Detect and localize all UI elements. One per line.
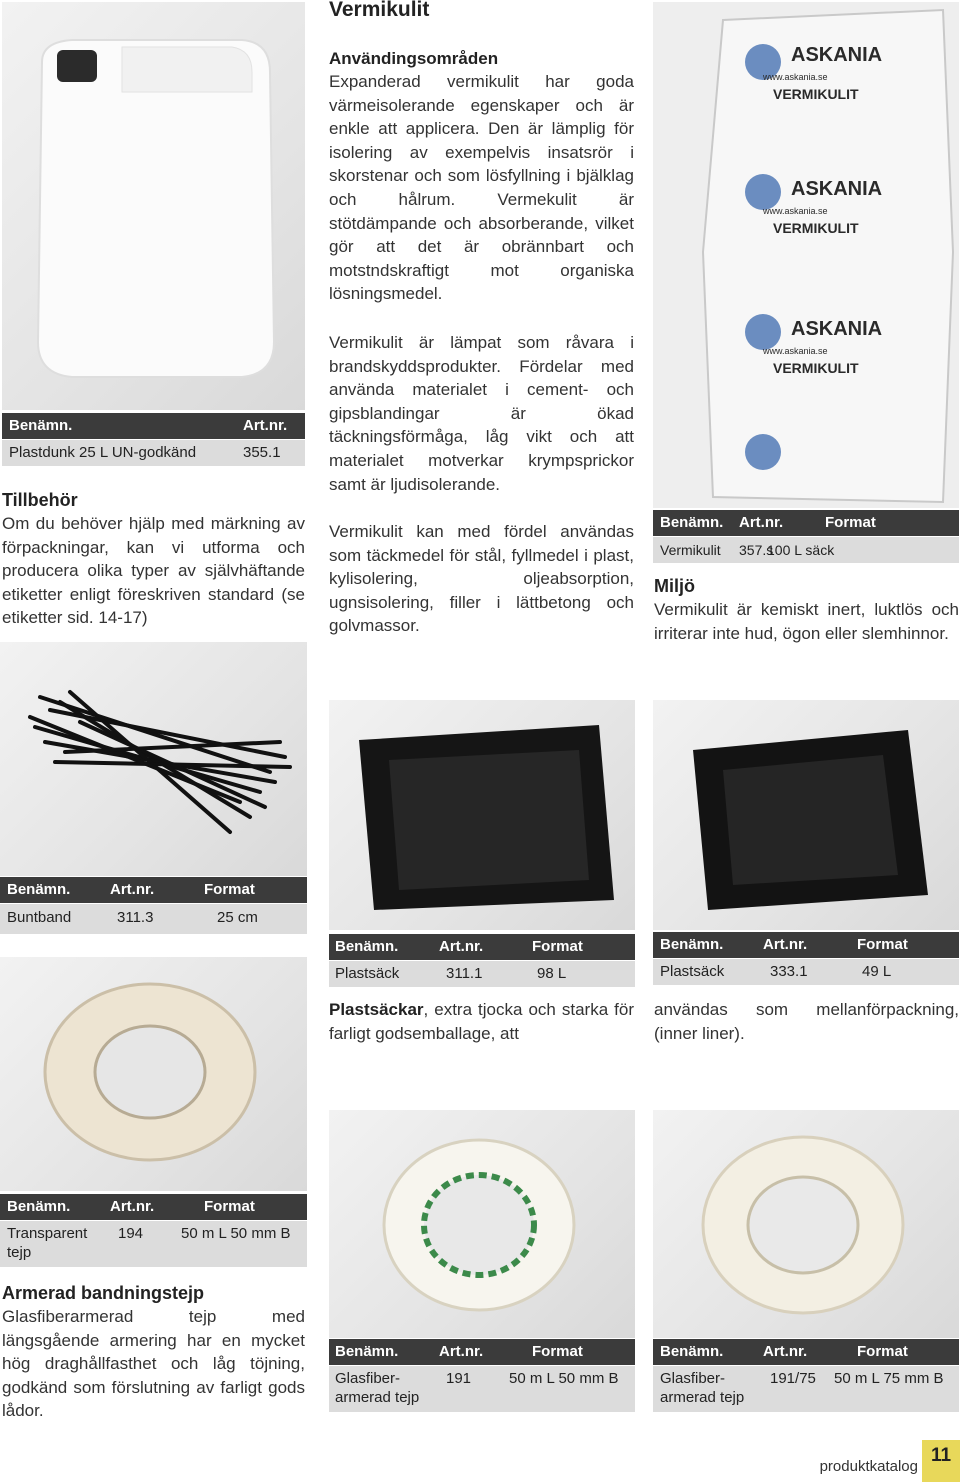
col-name-header: Benämn. (335, 938, 399, 955)
intro-paragraph-3: Vermikulit kan med fördel användas som täckmedel för stål, fyllmedel i plast, kylisolering, oljeabsorption, ugnsisolering, filler i lättbetong och golvmassor. (329, 522, 634, 636)
bag-web-3: www.askania.se (763, 346, 828, 356)
plastdunk-table-row (2, 440, 305, 466)
intro-heading: Användingsområden (329, 49, 499, 68)
buntband-name: Buntband (7, 909, 72, 926)
bag-brand-3: ASKANIA (791, 318, 883, 340)
bag-product-2: VERMIKULIT (773, 220, 859, 236)
tejp2-art: 191 (446, 1370, 472, 1387)
bag-brand-1: ASKANIA (791, 44, 883, 66)
plastsack2-art: 333.1 (770, 963, 808, 980)
plastsackar-bold: Plastsäckar (329, 1000, 424, 1019)
col-format-header: Format (532, 938, 583, 955)
plastsackar-text-1 (329, 998, 634, 1045)
col-art-header: Art.nr. (243, 417, 288, 434)
plastsackar-rest: , extra tjocka och starka för farligt godsemballage, att (329, 1000, 634, 1043)
jerrycan-photo (2, 2, 305, 410)
tejp3-table-header (653, 1339, 959, 1365)
col-name-header: Benämn. (9, 417, 73, 434)
intro-paragraph-1: Expanderad vermikulit har goda värmeisolerande egenskaper och är enkle att applicera. Den är lämplig för isolering av exempelvis insatsrör i skorstenar och som lösfyllning i bjälklag och hålrum. Vermekulit är stötdämpande och absorberande, vilket gör att det är obrännbart och motstndskraftigt mot organiska lösningsmedel. (329, 72, 634, 304)
tejp2-table-row (329, 1366, 635, 1412)
vermikulit-name: Vermikulit (660, 542, 721, 558)
miljo-text: Vermikulit är kemiskt inert, luktlös och irriterar inte hud, ögon eller slemhinnor. (654, 600, 959, 643)
col-format-header: Format (532, 1343, 583, 1360)
tejp3-name: Glasfiber-armerad tejp (660, 1370, 745, 1406)
plastsack1-art: 311.1 (446, 965, 483, 982)
col-name-header: Benämn. (7, 881, 71, 898)
glasfiber-tape-50-image (329, 1110, 635, 1338)
bag-web-2: www.askania.se (763, 206, 828, 216)
col-art-header: Art.nr. (763, 936, 808, 953)
bandningstejp-heading: Armerad bandningstejp (2, 1283, 205, 1303)
footer-label: produktkatalog (819, 1458, 918, 1475)
transparent-tape-image (0, 957, 307, 1191)
tejp2-name: Glasfiber-armerad tejp (335, 1370, 420, 1406)
plastdunk-table-header (2, 413, 305, 439)
plastsack1-name: Plastsäck (335, 965, 400, 982)
plastsack-49-photo (653, 700, 959, 930)
tejp1-table-row (0, 1221, 307, 1267)
col-name-header: Benämn. (335, 1343, 399, 1360)
bandningstejp-text: Glasfiberarmerad tejp med längsgående armering har en mycket hög draghållfasthet och låg töjning, godkänd som förslutning av farligt gods lådor. (2, 1307, 305, 1421)
tillbehor-text: Om du behöver hjälp med märkning av förpackningar, kan vi utforma och producera olika typer av självhäftande etiketter enligt föreskriven standard (se etiketter sid. 14-17) (2, 514, 305, 628)
col-format-header: Format (825, 514, 876, 531)
plastsack2-table-header (653, 932, 959, 958)
buntband-table-row (0, 904, 307, 934)
plastsackar-text-2: användas som mellanförpackning, (inner liner). (654, 1000, 959, 1043)
bag-web-1: www.askania.se (763, 72, 828, 82)
vermikulit-table-header (653, 510, 959, 536)
buntband-art: 311.3 (117, 909, 154, 926)
plastdunk-name: Plastdunk 25 L UN-godkänd (9, 444, 197, 461)
tejp2-table-header (329, 1339, 635, 1365)
page-number: 11 (922, 1440, 960, 1482)
col-format-header: Format (857, 936, 908, 953)
plastsack2-table-row (653, 959, 959, 985)
glasfiber-tape-75-photo (653, 1110, 959, 1338)
col-art-header: Art.nr. (110, 881, 155, 898)
vermikulit-table-row (653, 537, 959, 563)
jerrycan-image (2, 2, 305, 410)
bag-product-3: VERMIKULIT (773, 360, 859, 376)
bag-product-1: VERMIKULIT (773, 86, 859, 102)
vermikulit-format: 100 L säck (767, 542, 835, 558)
tejp3-art: 191/75 (770, 1370, 816, 1387)
miljo-heading: Miljö (654, 576, 695, 596)
col-format-header: Format (857, 1343, 908, 1360)
tejp3-format: 50 m L 75 mm B (834, 1370, 944, 1387)
cable-ties-image (0, 642, 307, 876)
plastsack-98-photo (329, 700, 635, 930)
col-art-header: Art.nr. (110, 1198, 155, 1215)
col-art-header: Art.nr. (739, 514, 784, 531)
col-name-header: Benämn. (660, 936, 724, 953)
plastsack1-table-header (329, 934, 635, 960)
plastsack-49-image (653, 700, 959, 930)
transparent-tape-photo (0, 957, 307, 1191)
col-art-header: Art.nr. (439, 938, 484, 955)
col-name-header: Benämn. (660, 1343, 724, 1360)
buntband-table-header (0, 877, 307, 903)
col-name-header: Benämn. (660, 514, 724, 531)
plastsack2-name: Plastsäck (660, 963, 725, 980)
buntband-format: 25 cm (217, 909, 258, 926)
tejp1-name: Transparent tejp (7, 1225, 88, 1261)
intro-paragraph-2: Vermikulit är lämpat som råvara i brandskyddsprodukter. Fördelar med använda materialet i cement- och gipsblandingar är ökad täckningsförmåga, låg vikt och att materialet motverkar krympsprickor samt är ljudisolerande. (329, 333, 634, 494)
tejp1-table-header (0, 1194, 307, 1220)
plastsack1-table-row (329, 961, 635, 987)
vermikulit-art: 357.s (739, 542, 774, 558)
tejp1-format: 50 m L 50 mm B (181, 1225, 291, 1242)
tejp2-format: 50 m L 50 mm B (509, 1370, 619, 1387)
tejp1-art: 194 (118, 1225, 144, 1242)
plastsack1-format: 98 L (537, 965, 567, 982)
bag-brand-2: ASKANIA (791, 178, 883, 200)
cable-ties-photo (0, 642, 307, 876)
tejp3-table-row (653, 1366, 959, 1412)
plastsack2-format: 49 L (862, 963, 892, 980)
tillbehor-heading: Tillbehör (2, 490, 78, 510)
glasfiber-tape-50-photo (329, 1110, 635, 1338)
col-format-header: Format (204, 1198, 255, 1215)
glasfiber-tape-75-image (653, 1110, 959, 1338)
page-title: Vermikulit (329, 0, 430, 21)
plastsack-98-image (329, 700, 635, 930)
vermikulit-bags-photo (653, 2, 959, 508)
col-format-header: Format (204, 881, 255, 898)
col-name-header: Benämn. (7, 1198, 71, 1215)
plastdunk-art: 355.1 (243, 444, 281, 461)
col-art-header: Art.nr. (439, 1343, 484, 1360)
col-art-header: Art.nr. (763, 1343, 808, 1360)
